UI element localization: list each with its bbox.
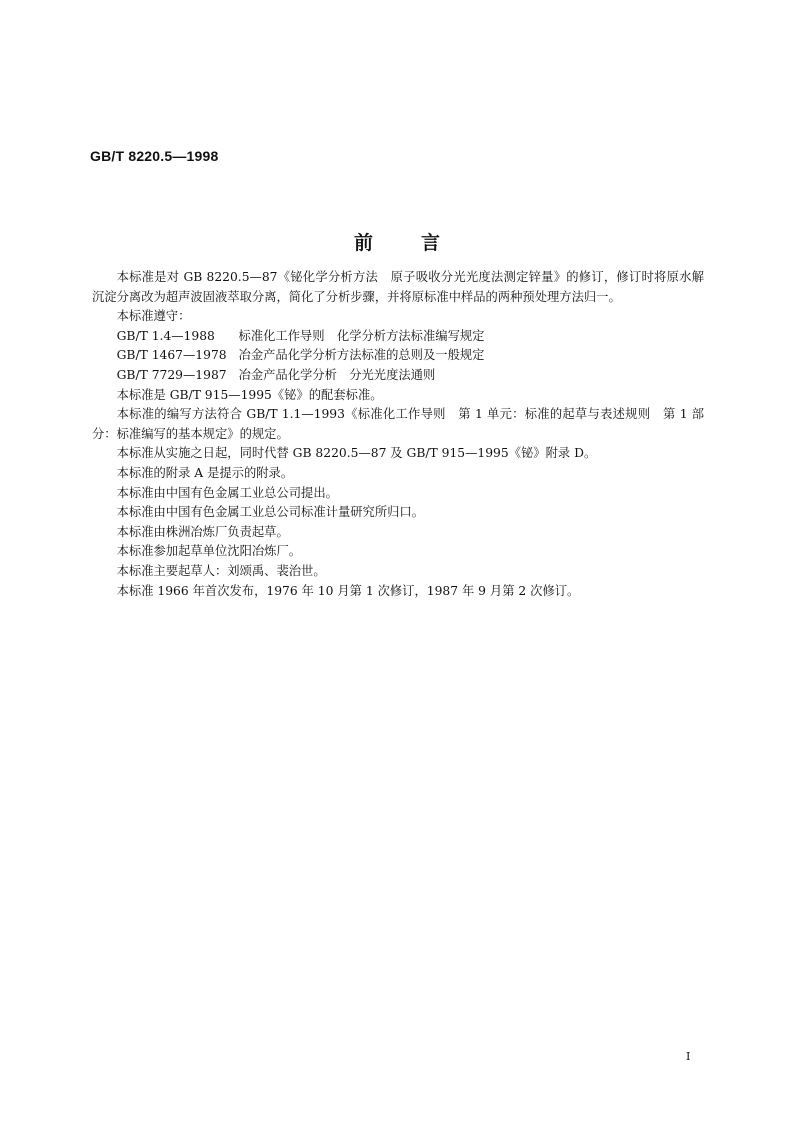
- paragraph-participant: 本标准参加起草单位沈阳冶炼厂。: [116, 544, 302, 559]
- page-title: 前言: [353, 232, 488, 254]
- reference-code: GB/T 1467—1978: [116, 348, 227, 363]
- reference-title: 标准化工作导则 化学分析方法标准编写规定: [238, 328, 485, 343]
- reference-item: [92, 327, 704, 347]
- paragraph-appendix: 本标准的附录 A 是提示的附录。: [116, 465, 294, 480]
- foreword-body: [92, 268, 704, 601]
- reference-item: [92, 346, 704, 366]
- paragraph-revision: 本标准是对 GB 8220.5—87《铋化学分析方法 原子吸收分光光度法测定锌量》的修订，修订时将原水解沉淀分离改为超声波固液萃取分离，简化了分析步骤，并将原标准中样品的两种预处理方法归一。: [92, 270, 704, 304]
- reference-code: GB/T 1.4—1988: [116, 328, 215, 343]
- paragraph-replacement: 本标准从实施之日起，同时代替 GB 8220.5—87 及 GB/T 915—1995《铋》附录 D。: [116, 446, 597, 461]
- paragraph-drafter: 本标准由株洲冶炼厂负责起草。: [116, 524, 289, 539]
- page-number: I: [686, 1050, 691, 1063]
- standard-code: GB/T 8220.5—1998: [90, 148, 219, 164]
- paragraph-proposer: 本标准由中国有色金属工业总公司提出。: [116, 485, 338, 500]
- reference-code: GB/T 7729—1987: [116, 367, 227, 382]
- reference-title: 冶金产品化学分析 分光光度法通则: [238, 367, 436, 382]
- reference-title: 冶金产品化学分析方法标准的总则及一般规定: [238, 348, 485, 363]
- paragraph-administrator: 本标准由中国有色金属工业总公司标准计量研究所归口。: [116, 505, 425, 520]
- paragraph-companion: 本标准是 GB/T 915—1995《铋》的配套标准。: [116, 387, 383, 402]
- paragraph-drafting-method: 本标准的编写方法符合 GB/T 1.1—1993《标准化工作导则 第 1 单元：标准的起草与表述规则 第 1 部分：标准编写的基本规定》的规定。: [92, 407, 704, 441]
- paragraph-authors: 本标准主要起草人：刘颂禹、裴治世。: [116, 563, 326, 578]
- paragraph-history: 本标准 1966 年首次发布，1976 年 10 月第 1 次修订，1987 年 9 月第 2 次修订。: [116, 583, 580, 598]
- reference-item: [92, 366, 704, 386]
- paragraph-compliance: 本标准遵守：: [116, 309, 191, 324]
